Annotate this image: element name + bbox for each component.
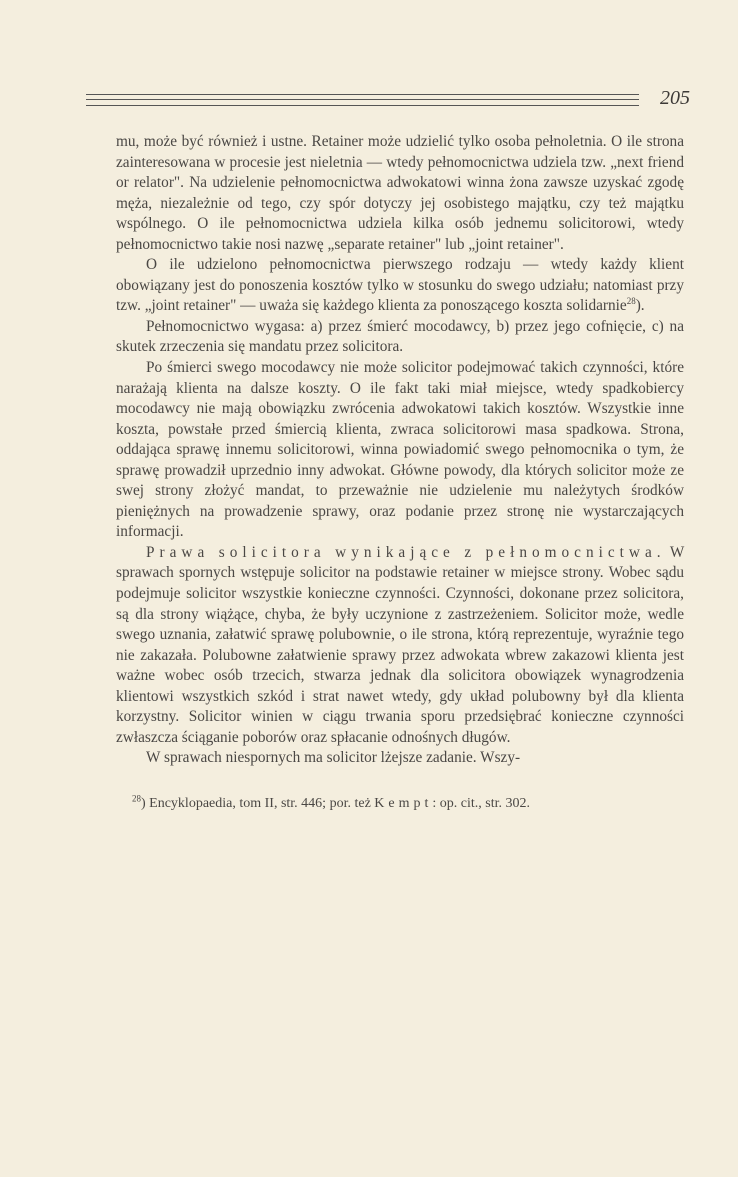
footnote-text-after: : op. cit., str. 302. xyxy=(432,796,531,811)
paragraph-5-text: sprawach spornych wstępuje solicitor na podstawie retainer w miejsce strony. Wobec sądu podejmuje solicitor wszystkie konieczne czynności. Czynności, dokonane przez solicitora, są dla strony wiążące, chyba, że były uczynione z zastrzeżeniem. Solicitor może, wedle swego uznania, załatwić sprawę polubownie, o ile strona, którą reprezentuje, wyraźnie tego nie zakazała. Polubowne załatwienie sprawy przez adwokata wbrew zakazowi klienta jest ważne wobec osób trzecich, stwarza jednak dla solicitora obowiązek wynagrodzenia klientowi wszystkich szkód i strat nawet wtedy, gdy układ polubowny był dla klienta korzystny. Solicitor winien w ciągu trwania sporu przedsiębrać konieczne czynności zwłaszcza ściąganie poborów oraz spłacanie odnośnych długów. xyxy=(116,564,684,746)
paragraph-6: W sprawach niespornych ma solicitor lżejsze zadanie. Wszy- xyxy=(146,749,521,767)
paragraph-5 xyxy=(116,543,684,748)
page-number: 205 xyxy=(660,87,690,109)
footnote-author: Kempt xyxy=(374,796,433,811)
paragraph-4: Po śmierci swego mocodawcy nie może solicitor podejmować takich czynności, które narażają klienta na dalsze koszty. O ile fakt taki miał miejsce, wtedy spadkobiercy mocodawcy nie mają obowiązku zwrócenia adwokatowi takich kosztów. Wszystkie inne koszta, powstałe przed śmiercią klienta, zwraca solicitorowi masa spadkowa. Strona, oddająca sprawę innemu solicitorowi, winna powiadomić swego pełnomocnika o tym, że sprawę prowadził uprzednio inny adwokat. Główne powody, dla których solicitor może ze swej strony złożyć mandat, to przeważnie nie udzielenie mu należytych środków pieniężnych na prowadzenie sprawy, oraz podanie przez stronę nie wystarczających informacji. xyxy=(116,359,684,541)
paragraph-3: Pełnomocnictwo wygasa: a) przez śmierć mocodawcy, b) przez jego cofnięcie, c) na skutek zrzeczenia się mandatu przez solicitora. xyxy=(116,317,684,356)
footnote xyxy=(132,795,692,813)
paragraph-2 xyxy=(116,255,684,317)
footnote-number: 28 xyxy=(132,793,141,804)
section-heading: Prawa solicitora wynikające z pełnomocnictwa. xyxy=(146,543,666,561)
paragraph-2-text: O ile udzielono pełnomocnictwa pierwszego rodzaju — wtedy każdy klient obowiązany jest do ponoszenia kosztów tylko w stosunku do swego udziału; natomiast przy tzw. „joint retainer" — uważa się każdego klienta za ponoszącego koszta solidarnie xyxy=(116,256,684,315)
paragraph-1: mu, może być również i ustne. Retainer może udzielić tylko osoba pełnoletnia. O ile strona zainteresowana w procesie jest nieletnia — wtedy pełnomocnictwa udziela tzw. „next friend or relator". Na udzielenie pełnomocnictwa adwokatowi winna żona zawsze uzyskać zgodę męża, niezależnie od tego, czy spór dotyczy jej osobistego majątku, czy też majątku wspólnego. O ile pełnomocnictwa udziela kilka osób jednemu solicitorowi, wtedy pełnomocnictwo takie nosi nazwę „separate retainer" lub „joint retainer". xyxy=(116,133,684,253)
paragraph-2-end: ). xyxy=(635,297,645,315)
page-header xyxy=(86,88,694,112)
section-lead: W xyxy=(669,543,684,561)
body-text xyxy=(116,132,684,769)
header-rule xyxy=(86,94,639,106)
footnote-marker: 28 xyxy=(626,296,636,307)
footnote-text-before: ) Encyklopaedia, tom II, str. 446; por. też xyxy=(141,796,371,811)
